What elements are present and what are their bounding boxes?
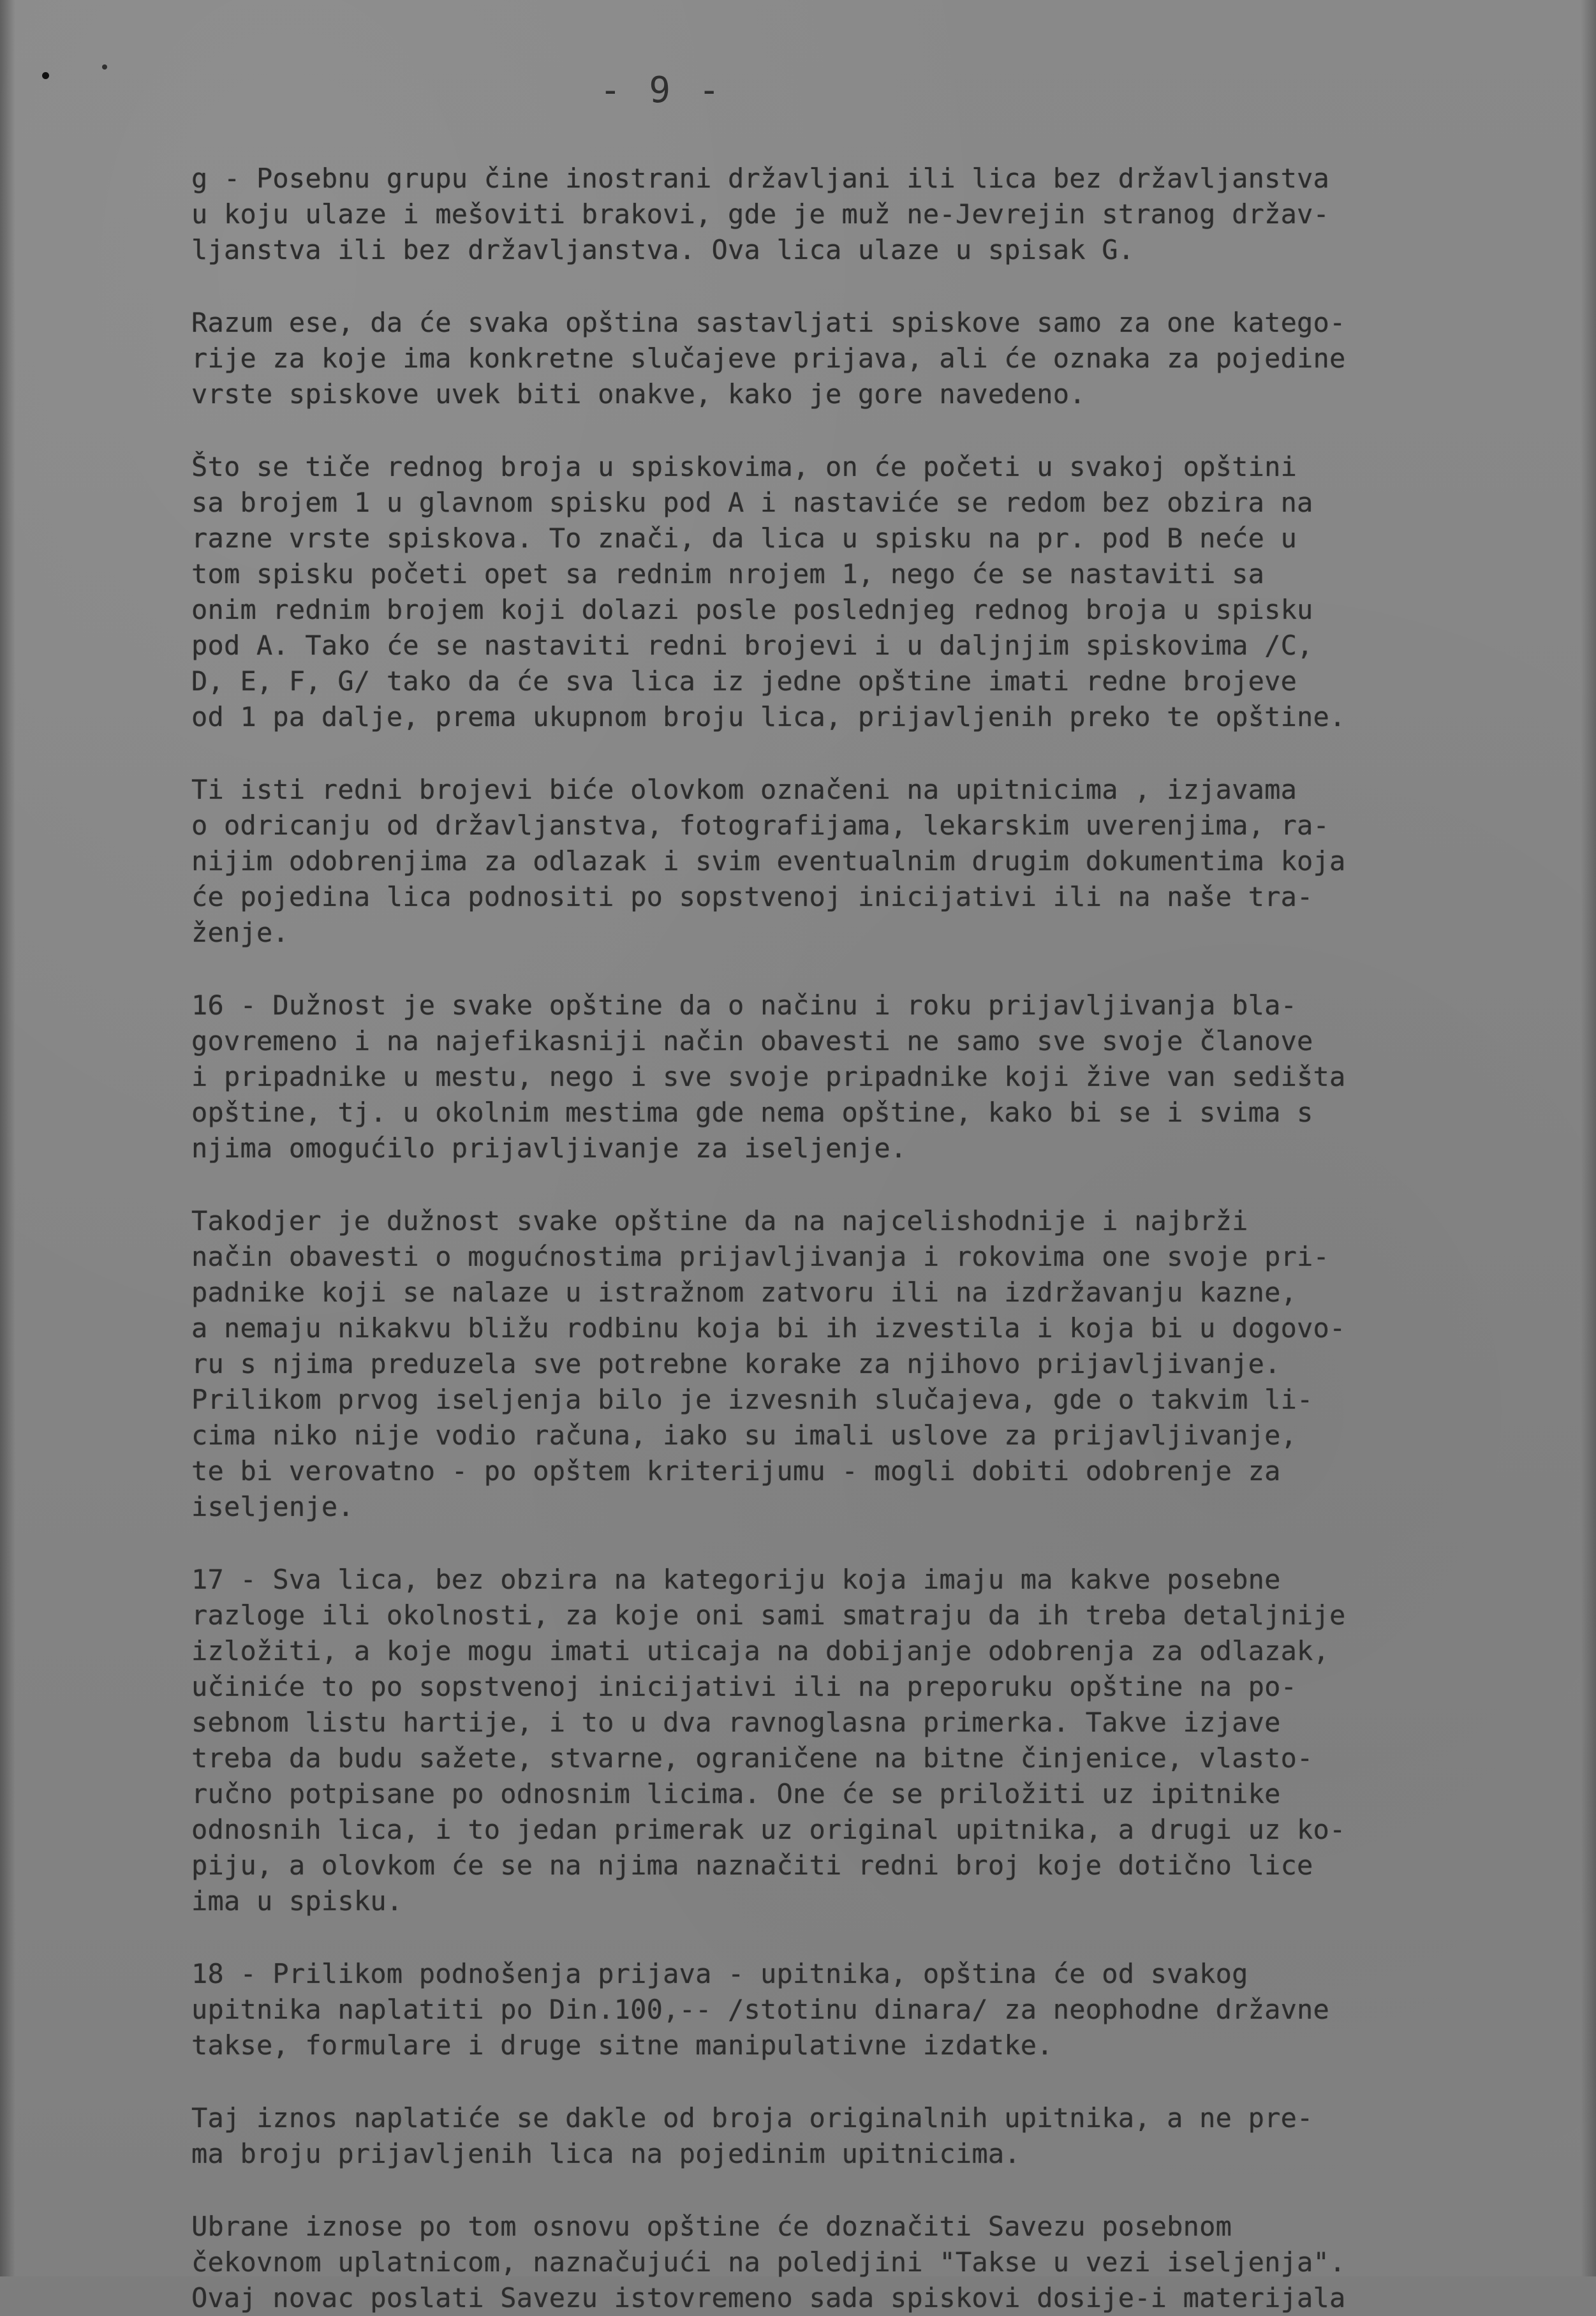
text-line: učiniće to po sopstvenoj inicijativi ili na preporuku opštine na po- (191, 1671, 1297, 1702)
text-line: će pojedina lica podnositi po sopstvenoj inicijativi ili na naše tra- (191, 881, 1313, 912)
text-line: Takodjer je dužnost svake opštine da na najcelishodnije i najbrži (191, 1205, 1248, 1236)
text-line: vrste spiskove uvek biti onakve, kako je gore navedeno. (191, 378, 1086, 410)
paragraph-spacer (191, 1525, 1556, 1562)
text-line: ljanstva ili bez državljanstva. Ova lica ulaze u spisak G. (191, 234, 1135, 265)
text-line: nijim odobrenjima za odlazak i svim eventualnim drugim dokumentima koja (191, 845, 1346, 877)
text-line: 17 - Sva lica, bez obzira na kategoriju koja imaju ma kakve posebne (191, 1564, 1281, 1595)
text-line: Taj iznos naplatiće se dakle od broja originalnih upitnika, a ne pre- (191, 2102, 1313, 2134)
text-line: 16 - Dužnost je svake opštine da o načinu i roku prijavljivanja bla- (191, 990, 1297, 1021)
page-number: - 9 - (600, 70, 723, 111)
text-line: Prilikom prvog iseljenja bilo je izvesnih slučajeva, gde o takvim li- (191, 1384, 1313, 1415)
text-line: razloge ili okolnosti, za koje oni sami smatraju da ih treba detaljnije (191, 1600, 1346, 1631)
text-line: pod A. Tako će se nastaviti redni brojevi i u daljnjim spiskovima /C, (191, 630, 1313, 661)
text-line: i pripadnike u mestu, nego i sve svoje pripadnike koji žive van sedišta (191, 1061, 1346, 1092)
paragraph-spacer (191, 2172, 1556, 2209)
document-body (191, 161, 1556, 2316)
text-line: Ovaj novac poslati Savezu istovremeno sada spiskovi dosije-i materijala (191, 2282, 1346, 2313)
text-line: rije za koje ima konkretne slučajeve prijava, ali će oznaka za pojedine (191, 343, 1346, 374)
paragraph-detained-members (191, 1203, 1556, 1525)
paragraph-category-g (191, 161, 1556, 268)
text-line: padnike koji se nalaze u istražnom zatvoru ili na izdržavanju kazne, (191, 1277, 1297, 1308)
text-line: o odricanju od državljanstva, fotografijama, lekarskim uverenjima, ra- (191, 810, 1330, 841)
paragraph-spacer (191, 735, 1556, 772)
text-line: Ti isti redni brojevi biće olovkom označeni na upitnicima , izjavama (191, 774, 1297, 805)
text-line: onim rednim brojem koji dolazi posle poslednjeg rednog broja u spisku (191, 594, 1313, 625)
text-line: a nemaju nikakvu bližu rodbinu koja bi ih izvestila i koja bi u dogovo- (191, 1312, 1346, 1344)
paragraph-fee-transfer (191, 2209, 1556, 2316)
text-line: cima niko nije vodio računa, iako su imali uslove za prijavljivanje, (191, 1420, 1297, 1451)
right-edge-shadow (1581, 0, 1596, 2276)
paragraph-section-18 (191, 1956, 1556, 2063)
text-line: ručno potpisane po odnosnim licima. One će se priložiti uz ipitnike (191, 1778, 1281, 1809)
text-line: Ubrane iznose po tom osnovu opštine će doznačiti Savezu posebnom (191, 2211, 1232, 2242)
text-line: odnosnih lica, i to jedan primerak uz original upitnika, a drugi uz ko- (191, 1814, 1346, 1845)
paragraph-section-16 (191, 988, 1556, 1166)
text-line: upitnika naplatiti po Din.100,-- /stotinu dinara/ za neophodne državne (191, 1994, 1330, 2025)
punch-hole-mark (42, 72, 49, 79)
text-line: Što se tiče rednog broja u spiskovima, on će početi u svakoj opštini (191, 451, 1297, 482)
paragraph-spacer (191, 268, 1556, 305)
paragraph-section-17 (191, 1562, 1556, 1919)
text-line: treba da budu sažete, stvarne, ograničene na bitne činjenice, vlasto- (191, 1742, 1313, 1774)
text-line: iseljenje. (191, 1491, 354, 1522)
text-line: sebnom listu hartije, i to u dva ravnoglasna primerka. Takve izjave (191, 1707, 1281, 1738)
text-line: od 1 pa dalje, prema ukupnom broju lica, prijavljenih preko te opštine. (191, 701, 1346, 732)
paragraph-list-categories (191, 305, 1556, 412)
paragraph-spacer (191, 1919, 1556, 1956)
paragraph-spacer (191, 951, 1556, 988)
text-line: piju, a olovkom će se na njima naznačiti redni broj koje dotično lice (191, 1850, 1313, 1881)
text-line: ru s njima preduzela sve potrebne korake za njihovo prijavljivanje. (191, 1348, 1281, 1379)
paragraph-fee-basis (191, 2100, 1556, 2172)
text-line: ima u spisku. (191, 1885, 403, 1917)
text-line: govremeno i na najefikasniji način obavesti ne samo sve svoje članove (191, 1025, 1313, 1057)
text-line: njima omogućilo prijavljivanje za iseljenje. (191, 1132, 907, 1164)
paragraph-spacer (191, 2063, 1556, 2100)
paragraph-serial-numbers (191, 449, 1556, 735)
paragraph-spacer (191, 412, 1556, 449)
text-line: g - Posebnu grupu čine inostrani državljani ili lica bez državljanstva (191, 163, 1330, 194)
text-line: takse, formulare i druge sitne manipulativne izdatke. (191, 2030, 1053, 2061)
text-line: D, E, F, G/ tako da će sva lica iz jedne opštine imati redne brojeve (191, 665, 1297, 697)
text-line: tom spisku početi opet sa rednim nrojem 1, nego će se nastaviti sa (191, 558, 1265, 590)
text-line: opštine, tj. u okolnim mestima gde nema opštine, kako bi se i svima s (191, 1097, 1313, 1128)
text-line: način obavesti o mogućnostima prijavljivanja i rokovima one svoje pri- (191, 1241, 1330, 1272)
text-line: u koju ulaze i mešoviti brakovi, gde je muž ne-Jevrejin stranog držav- (191, 198, 1330, 230)
text-line: čekovnom uplatnicom, naznačujući na poledjini "Takse u vezi iseljenja". (191, 2246, 1346, 2278)
paragraph-pencil-marks (191, 772, 1556, 951)
text-line: te bi verovatno - po opštem kriterijumu - mogli dobiti odobrenje za (191, 1455, 1281, 1487)
text-line: 18 - Prilikom podnošenja prijava - upitnika, opština će od svakog (191, 1958, 1248, 1989)
left-edge-shadow (0, 0, 15, 2276)
text-line: sa brojem 1 u glavnom spisku pod A i nastaviće se redom bez obzira na (191, 487, 1313, 518)
text-line: razne vrste spiskova. To znači, da lica u spisku na pr. pod B neće u (191, 523, 1297, 554)
text-line: ženje. (191, 917, 289, 948)
text-line: izložiti, a koje mogu imati uticaja na dobijanje odobrenja za odlazak, (191, 1635, 1330, 1666)
text-line: Razum ese, da će svaka opština sastavljati spiskove samo za one katego- (191, 307, 1346, 338)
text-line: ma broju prijavljenih lica na pojedinim upitnicima. (191, 2138, 1021, 2169)
ink-speck-mark (102, 64, 107, 70)
paragraph-spacer (191, 1166, 1556, 1203)
